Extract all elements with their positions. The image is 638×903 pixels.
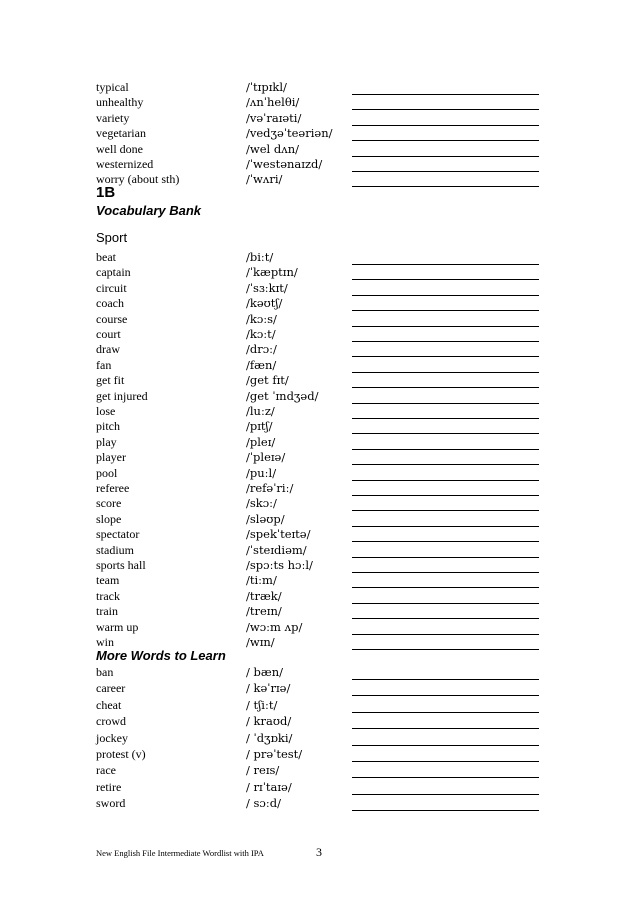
word-row: [96, 435, 542, 450]
word-row: [96, 296, 542, 311]
ipa-transcription: /pleɪ/: [246, 434, 276, 449]
word-row: [96, 512, 542, 527]
word-text: track: [96, 588, 120, 603]
word-row: [96, 620, 542, 635]
word-text: worry (about sth): [96, 172, 180, 187]
word-row: [96, 747, 542, 762]
word-row: [96, 111, 542, 126]
ipa-transcription: /wɪn/: [246, 635, 275, 649]
word-row: [96, 780, 542, 795]
ipa-transcription: /ˈwestənaɪzd/: [246, 157, 323, 171]
word-text: fan: [96, 357, 112, 372]
word-row: [96, 172, 542, 187]
word-row: [96, 573, 542, 588]
ipa-transcription: / kəˈrɪə/: [246, 681, 291, 696]
word-row: [96, 543, 542, 558]
word-text: coach: [96, 296, 124, 311]
ipa-transcription: /refəˈriː/: [246, 481, 294, 495]
word-text: draw: [96, 342, 120, 357]
ipa-transcription: / rɪˈtaɪə/: [246, 779, 292, 794]
word-row: [96, 95, 542, 110]
word-text: typical: [96, 80, 129, 94]
word-text: protest (v): [96, 747, 146, 761]
word-row: [96, 312, 542, 327]
word-row: [96, 558, 542, 573]
ipa-transcription: /get ˈɪndʒəd/: [246, 388, 319, 403]
word-text: get injured: [96, 388, 148, 403]
ipa-transcription: /ˈsteɪdiəm/: [246, 542, 307, 557]
ipa-transcription: /kɔːs/: [246, 311, 277, 326]
footer-text: New English File Intermediate Wordlist with IPA: [96, 848, 264, 858]
word-text: referee: [96, 481, 130, 495]
word-text: ban: [96, 665, 114, 679]
word-row: [96, 373, 542, 388]
ipa-transcription: /fæn/: [246, 357, 277, 372]
word-text: player: [96, 450, 126, 465]
section-title: Vocabulary Bank: [96, 203, 202, 218]
ipa-transcription: /ˈkæptɪn/: [246, 265, 298, 280]
word-row: [96, 466, 542, 481]
ipa-transcription: /ˈtɪpɪkl/: [246, 80, 287, 94]
ipa-transcription: /biːt/: [246, 250, 274, 264]
ipa-transcription: /spekˈteɪtə/: [246, 527, 311, 542]
ipa-transcription: /ʌnˈhelθi/: [246, 95, 300, 110]
ipa-transcription: / prəˈtest/: [246, 747, 303, 761]
word-text: beat: [96, 250, 116, 264]
word-row: [96, 496, 542, 511]
word-row: [96, 714, 542, 729]
word-row: [96, 142, 542, 157]
ipa-transcription: /spɔːts hɔːl/: [246, 558, 313, 572]
word-text: jockey: [96, 730, 128, 745]
word-row: [96, 126, 542, 141]
word-row: [96, 265, 542, 280]
answer-line[interactable]: [352, 810, 539, 811]
word-row: [96, 731, 542, 746]
ipa-transcription: / tʃiːt/: [246, 697, 278, 712]
word-text: well done: [96, 141, 143, 156]
ipa-transcription: / reɪs/: [246, 763, 280, 778]
word-row: [96, 481, 542, 496]
word-row: [96, 681, 542, 696]
word-row: [96, 604, 542, 619]
word-text: course: [96, 311, 128, 326]
answer-line[interactable]: [352, 794, 539, 795]
ipa-transcription: / kraʊd/: [246, 714, 292, 729]
word-row: [96, 250, 542, 265]
word-row: [96, 419, 542, 434]
word-text: captain: [96, 265, 131, 280]
ipa-transcription: /kəʊtʃ/: [246, 296, 283, 311]
ipa-transcription: /ˈwʌri/: [246, 172, 283, 187]
word-row: [96, 527, 542, 542]
answer-line[interactable]: [352, 777, 539, 778]
answer-line[interactable]: [352, 186, 539, 187]
word-text: westernized: [96, 157, 154, 171]
word-text: pitch: [96, 419, 120, 434]
ipa-transcription: /sləʊp/: [246, 511, 285, 526]
word-row: [96, 281, 542, 296]
word-text: spectator: [96, 527, 140, 542]
ipa-transcription: /træk/: [246, 588, 282, 603]
word-row: [96, 589, 542, 604]
word-text: crowd: [96, 714, 126, 729]
section-number: 1B: [96, 184, 116, 201]
word-text: retire: [96, 779, 122, 794]
subsection-title: Sport: [96, 230, 128, 245]
ipa-transcription: /treɪn/: [246, 604, 282, 619]
ipa-transcription: /get fɪt/: [246, 373, 289, 388]
answer-line[interactable]: [352, 745, 539, 746]
word-text: stadium: [96, 542, 134, 557]
word-text: race: [96, 763, 116, 778]
word-text: pool: [96, 465, 118, 480]
word-text: sword: [96, 796, 126, 811]
word-text: lose: [96, 404, 116, 418]
word-text: court: [96, 327, 121, 341]
ipa-transcription: /puːl/: [246, 465, 277, 480]
page-number: 3: [316, 845, 322, 859]
ipa-transcription: /kɔːt/: [246, 327, 276, 341]
word-row: [96, 157, 542, 172]
word-row: [96, 665, 542, 680]
answer-line[interactable]: [352, 649, 539, 650]
word-text: slope: [96, 511, 122, 526]
word-row: [96, 796, 542, 811]
ipa-transcription: /vedʒəˈteəriən/: [246, 126, 333, 141]
answer-line[interactable]: [352, 728, 539, 729]
ipa-transcription: /ˈsɜːkɪt/: [246, 280, 288, 295]
ipa-transcription: /luːz/: [246, 404, 275, 418]
word-text: cheat: [96, 697, 122, 712]
ipa-transcription: /wel dʌn/: [246, 141, 299, 156]
ipa-transcription: /tiːm/: [246, 573, 277, 588]
word-row: [96, 80, 542, 95]
word-row: [96, 698, 542, 713]
ipa-transcription: / sɔːd/: [246, 796, 281, 811]
word-row: [96, 404, 542, 419]
answer-line[interactable]: [352, 679, 539, 680]
answer-line[interactable]: [352, 695, 539, 696]
word-text: career: [96, 681, 126, 696]
ipa-transcription: /pɪtʃ/: [246, 419, 273, 434]
word-row: [96, 342, 542, 357]
ipa-transcription: /wɔːm ʌp/: [246, 619, 303, 634]
word-text: vegetarian: [96, 126, 146, 141]
ipa-transcription: / ˈdʒɒki/: [246, 730, 293, 745]
word-text: circuit: [96, 280, 127, 295]
word-row: [96, 450, 542, 465]
word-text: variety: [96, 110, 130, 125]
ipa-transcription: /drɔː/: [246, 342, 277, 357]
word-text: warm up: [96, 619, 139, 634]
answer-line[interactable]: [352, 761, 539, 762]
word-row: [96, 389, 542, 404]
word-text: unhealthy: [96, 95, 144, 110]
word-text: train: [96, 604, 118, 619]
ipa-transcription: /skɔː/: [246, 496, 277, 511]
word-row: [96, 358, 542, 373]
more-words-title: More Words to Learn: [96, 648, 226, 663]
ipa-transcription: / bæn/: [246, 665, 283, 679]
answer-line[interactable]: [352, 712, 539, 713]
ipa-transcription: /ˈpleɪə/: [246, 450, 286, 465]
word-text: sports hall: [96, 558, 146, 572]
ipa-transcription: /vəˈraɪəti/: [246, 110, 302, 125]
word-text: score: [96, 496, 122, 511]
word-text: team: [96, 573, 120, 588]
word-text: play: [96, 434, 117, 449]
word-row: [96, 327, 542, 342]
word-text: get fit: [96, 373, 125, 388]
word-text: win: [96, 635, 114, 649]
word-row: [96, 763, 542, 778]
